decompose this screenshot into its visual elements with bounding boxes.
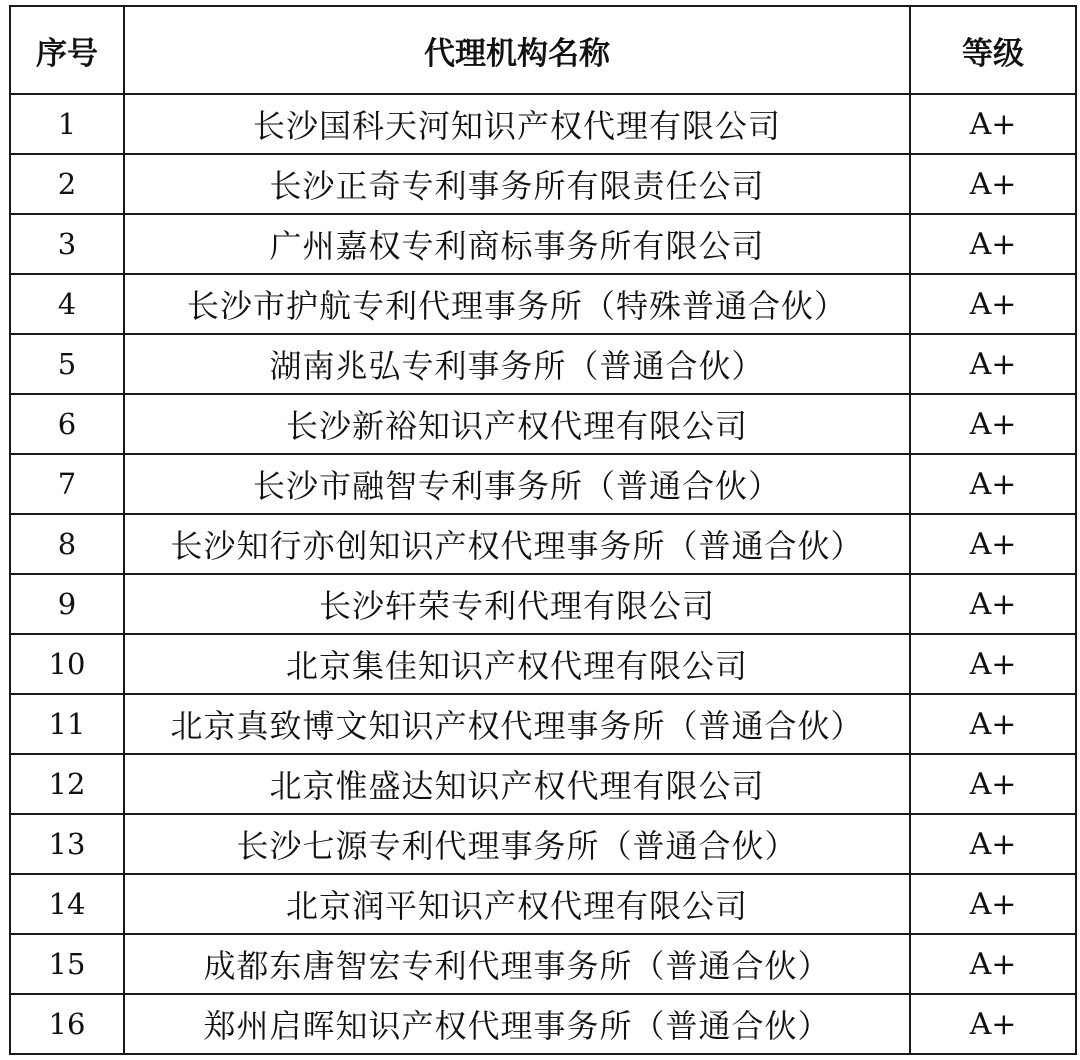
cell-agency-name: 长沙市融智专利事务所（普通合伙） <box>124 454 910 514</box>
header-serial-number: 序号 <box>10 6 124 94</box>
cell-agency-name: 广州嘉权专利商标事务所有限公司 <box>124 214 910 274</box>
cell-grade: A+ <box>910 994 1076 1054</box>
cell-serial-number: 5 <box>10 334 124 394</box>
cell-serial-number: 13 <box>10 814 124 874</box>
cell-agency-name: 北京惟盛达知识产权代理有限公司 <box>124 754 910 814</box>
cell-agency-name: 长沙轩荣专利代理有限公司 <box>124 574 910 634</box>
cell-serial-number: 2 <box>10 154 124 214</box>
table-row <box>10 514 1076 574</box>
cell-serial-number: 11 <box>10 694 124 754</box>
cell-grade: A+ <box>910 214 1076 274</box>
cell-agency-name: 长沙七源专利代理事务所（普通合伙） <box>124 814 910 874</box>
cell-agency-name: 长沙市护航专利代理事务所（特殊普通合伙） <box>124 274 910 334</box>
cell-agency-name: 北京润平知识产权代理有限公司 <box>124 874 910 934</box>
header-agency-name: 代理机构名称 <box>124 6 910 94</box>
table-row <box>10 94 1076 154</box>
cell-agency-name: 长沙正奇专利事务所有限责任公司 <box>124 154 910 214</box>
cell-agency-name: 北京真致博文知识产权代理事务所（普通合伙） <box>124 694 910 754</box>
cell-grade: A+ <box>910 574 1076 634</box>
cell-agency-name: 长沙新裕知识产权代理有限公司 <box>124 394 910 454</box>
cell-agency-name: 郑州启晖知识产权代理事务所（普通合伙） <box>124 994 910 1054</box>
cell-serial-number: 15 <box>10 934 124 994</box>
cell-serial-number: 16 <box>10 994 124 1054</box>
table-row <box>10 874 1076 934</box>
cell-grade: A+ <box>910 694 1076 754</box>
cell-agency-name: 长沙国科天河知识产权代理有限公司 <box>124 94 910 154</box>
cell-serial-number: 1 <box>10 94 124 154</box>
cell-serial-number: 8 <box>10 514 124 574</box>
cell-serial-number: 4 <box>10 274 124 334</box>
table-row <box>10 154 1076 214</box>
cell-grade: A+ <box>910 874 1076 934</box>
table-body <box>10 94 1076 1054</box>
cell-agency-name: 湖南兆弘专利事务所（普通合伙） <box>124 334 910 394</box>
cell-grade: A+ <box>910 814 1076 874</box>
cell-grade: A+ <box>910 94 1076 154</box>
cell-grade: A+ <box>910 274 1076 334</box>
cell-grade: A+ <box>910 634 1076 694</box>
cell-grade: A+ <box>910 754 1076 814</box>
cell-grade: A+ <box>910 334 1076 394</box>
cell-grade: A+ <box>910 154 1076 214</box>
table-row <box>10 934 1076 994</box>
table-row <box>10 214 1076 274</box>
table-row <box>10 814 1076 874</box>
cell-grade: A+ <box>910 394 1076 454</box>
cell-serial-number: 14 <box>10 874 124 934</box>
table-row <box>10 754 1076 814</box>
cell-serial-number: 10 <box>10 634 124 694</box>
table-header-row <box>10 6 1076 94</box>
cell-grade: A+ <box>910 514 1076 574</box>
cell-serial-number: 12 <box>10 754 124 814</box>
cell-grade: A+ <box>910 454 1076 514</box>
table-row <box>10 574 1076 634</box>
table-row <box>10 994 1076 1054</box>
header-grade: 等级 <box>910 6 1076 94</box>
table-row <box>10 634 1076 694</box>
agency-rating-table-container <box>9 5 1075 1055</box>
cell-serial-number: 7 <box>10 454 124 514</box>
cell-serial-number: 3 <box>10 214 124 274</box>
table-row <box>10 334 1076 394</box>
cell-agency-name: 北京集佳知识产权代理有限公司 <box>124 634 910 694</box>
table-row <box>10 274 1076 334</box>
cell-serial-number: 9 <box>10 574 124 634</box>
table-row <box>10 694 1076 754</box>
cell-serial-number: 6 <box>10 394 124 454</box>
cell-grade: A+ <box>910 934 1076 994</box>
cell-agency-name: 成都东唐智宏专利代理事务所（普通合伙） <box>124 934 910 994</box>
table-row <box>10 454 1076 514</box>
table-row <box>10 394 1076 454</box>
agency-rating-table <box>9 5 1077 1055</box>
cell-agency-name: 长沙知行亦创知识产权代理事务所（普通合伙） <box>124 514 910 574</box>
